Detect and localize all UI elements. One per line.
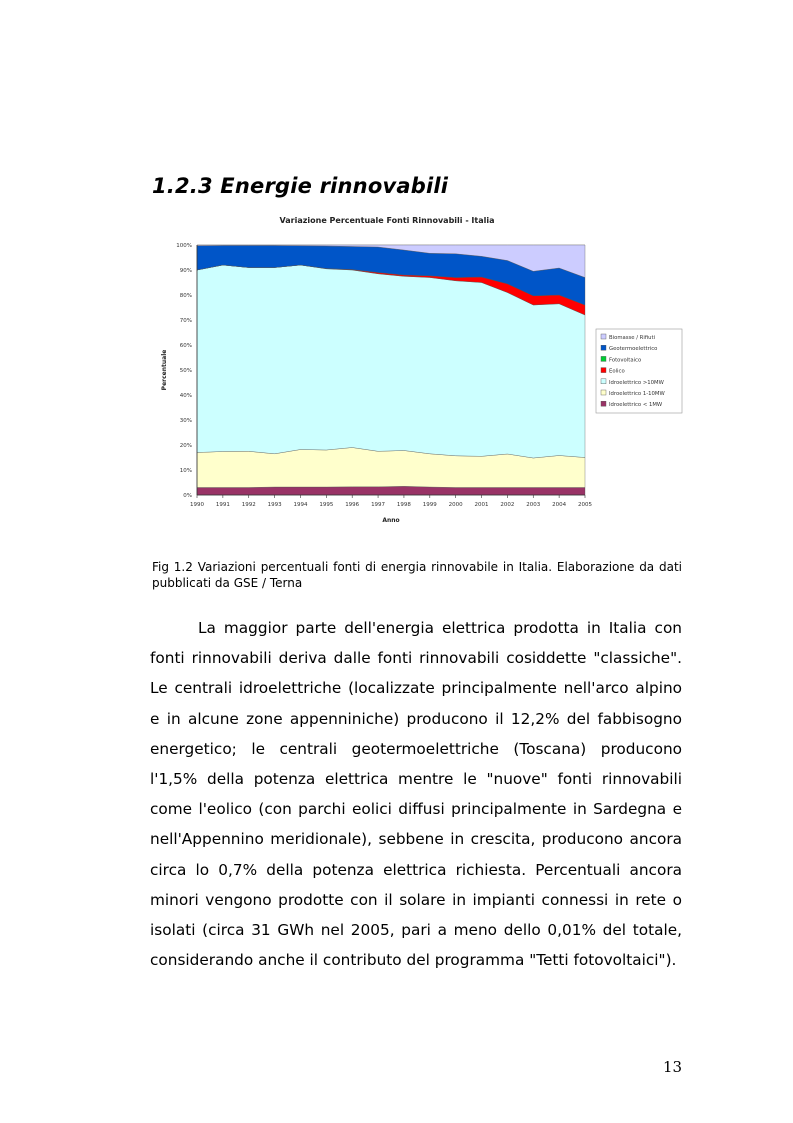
y-tick-label: 70%	[179, 318, 192, 324]
legend-label: Biomasse / Rifiuti	[609, 335, 656, 341]
section-title: 1.2.3 Energie rinnovabili	[152, 174, 449, 198]
chart-svg	[150, 208, 690, 528]
y-tick-label: 80%	[179, 293, 192, 299]
legend-swatch	[601, 356, 606, 361]
x-axis-label: Anno	[382, 517, 400, 524]
y-tick-label: 90%	[179, 268, 192, 274]
x-tick-label: 2003	[526, 502, 541, 508]
y-tick-label: 50%	[179, 368, 192, 374]
y-tick-label: 40%	[179, 393, 192, 399]
x-tick-label: 1997	[371, 502, 386, 508]
x-tick-label: 1996	[345, 502, 360, 508]
legend-swatch	[601, 368, 606, 373]
legend-swatch	[601, 379, 606, 384]
x-tick-label: 2004	[552, 502, 567, 508]
legend-label: Idroelettrico < 1MW	[609, 402, 663, 409]
x-tick-label: 1999	[422, 502, 437, 508]
y-tick-label: 20%	[179, 443, 192, 449]
legend-swatch	[601, 401, 606, 406]
y-axis-ticks	[176, 243, 192, 499]
y-tick-label: 60%	[179, 343, 192, 349]
body-paragraph: La maggior parte dell'energia elettrica prodotta in Italia con fonti rinnovabili deriva dalle fonti rinnovabili cosiddette "classiche". Le centrali idroelettriche (localizzate principalmente nell'arco alpino e in alcune zone appenniniche) producono il 12,2% del fabbisogno energetico; le centrali geotermoelettriche (Toscana) producono l'1,5% della potenza elettrica mentre le "nuove" fonti rinnovabili come l'eolico (con parchi eolici diffusi principalmente in Sardegna e nell'Appennino meridionale), sebbene in crescita, producono ancora circa lo 0,7% della potenza elettrica richiesta. Percentuali ancora minori vengono prodotte con il solare in impianti connessi in rete o isolati (circa 31 GWh nel 2005, pari a meno dello 0,01% del totale, considerando anche il contributo del programma "Tetti fotovoltaici").	[150, 619, 682, 970]
chart-title: Variazione Percentuale Fonti Rinnovabili - Italia	[279, 216, 495, 225]
x-tick-label: 2001	[474, 502, 489, 508]
x-tick-label: 1993	[267, 502, 282, 508]
legend-label: Eolico	[609, 368, 625, 375]
legend-label: Geotermoelettrico	[609, 346, 658, 353]
y-tick-label: 30%	[179, 418, 192, 424]
x-tick-label: 1995	[319, 502, 334, 508]
x-tick-label: 2000	[448, 502, 463, 508]
x-tick-label: 1994	[293, 502, 308, 508]
x-tick-label: 2005	[578, 502, 592, 508]
x-tick-label: 1990	[190, 502, 204, 508]
stacked-area-chart	[150, 208, 690, 528]
x-tick-label: 2002	[500, 502, 515, 508]
y-tick-label: 0%	[183, 493, 192, 499]
legend-swatch	[601, 334, 606, 339]
legend-label: Idroelettrico >10MW	[609, 379, 664, 386]
legend-swatch	[601, 345, 606, 350]
figure-caption: Fig 1.2 Variazioni percentuali fonti di energia rinnovabile in Italia. Elaborazione da dati pubblicati da GSE / Terna	[152, 560, 682, 590]
y-tick-label: 10%	[179, 468, 192, 474]
y-axis-label: Percentuale	[161, 349, 168, 391]
x-axis-ticks	[190, 495, 592, 508]
page-number: 13	[663, 1058, 683, 1076]
legend-label: Fotovoltaico	[609, 357, 642, 364]
chart-legend	[596, 329, 682, 413]
chart-areas	[197, 245, 585, 495]
x-tick-label: 1992	[241, 502, 256, 508]
x-tick-label: 1991	[215, 502, 230, 508]
legend-label: Idroelettrico 1-10MW	[609, 391, 665, 397]
legend-swatch	[601, 390, 606, 395]
x-tick-label: 1998	[396, 502, 411, 508]
y-tick-label: 100%	[176, 243, 192, 249]
